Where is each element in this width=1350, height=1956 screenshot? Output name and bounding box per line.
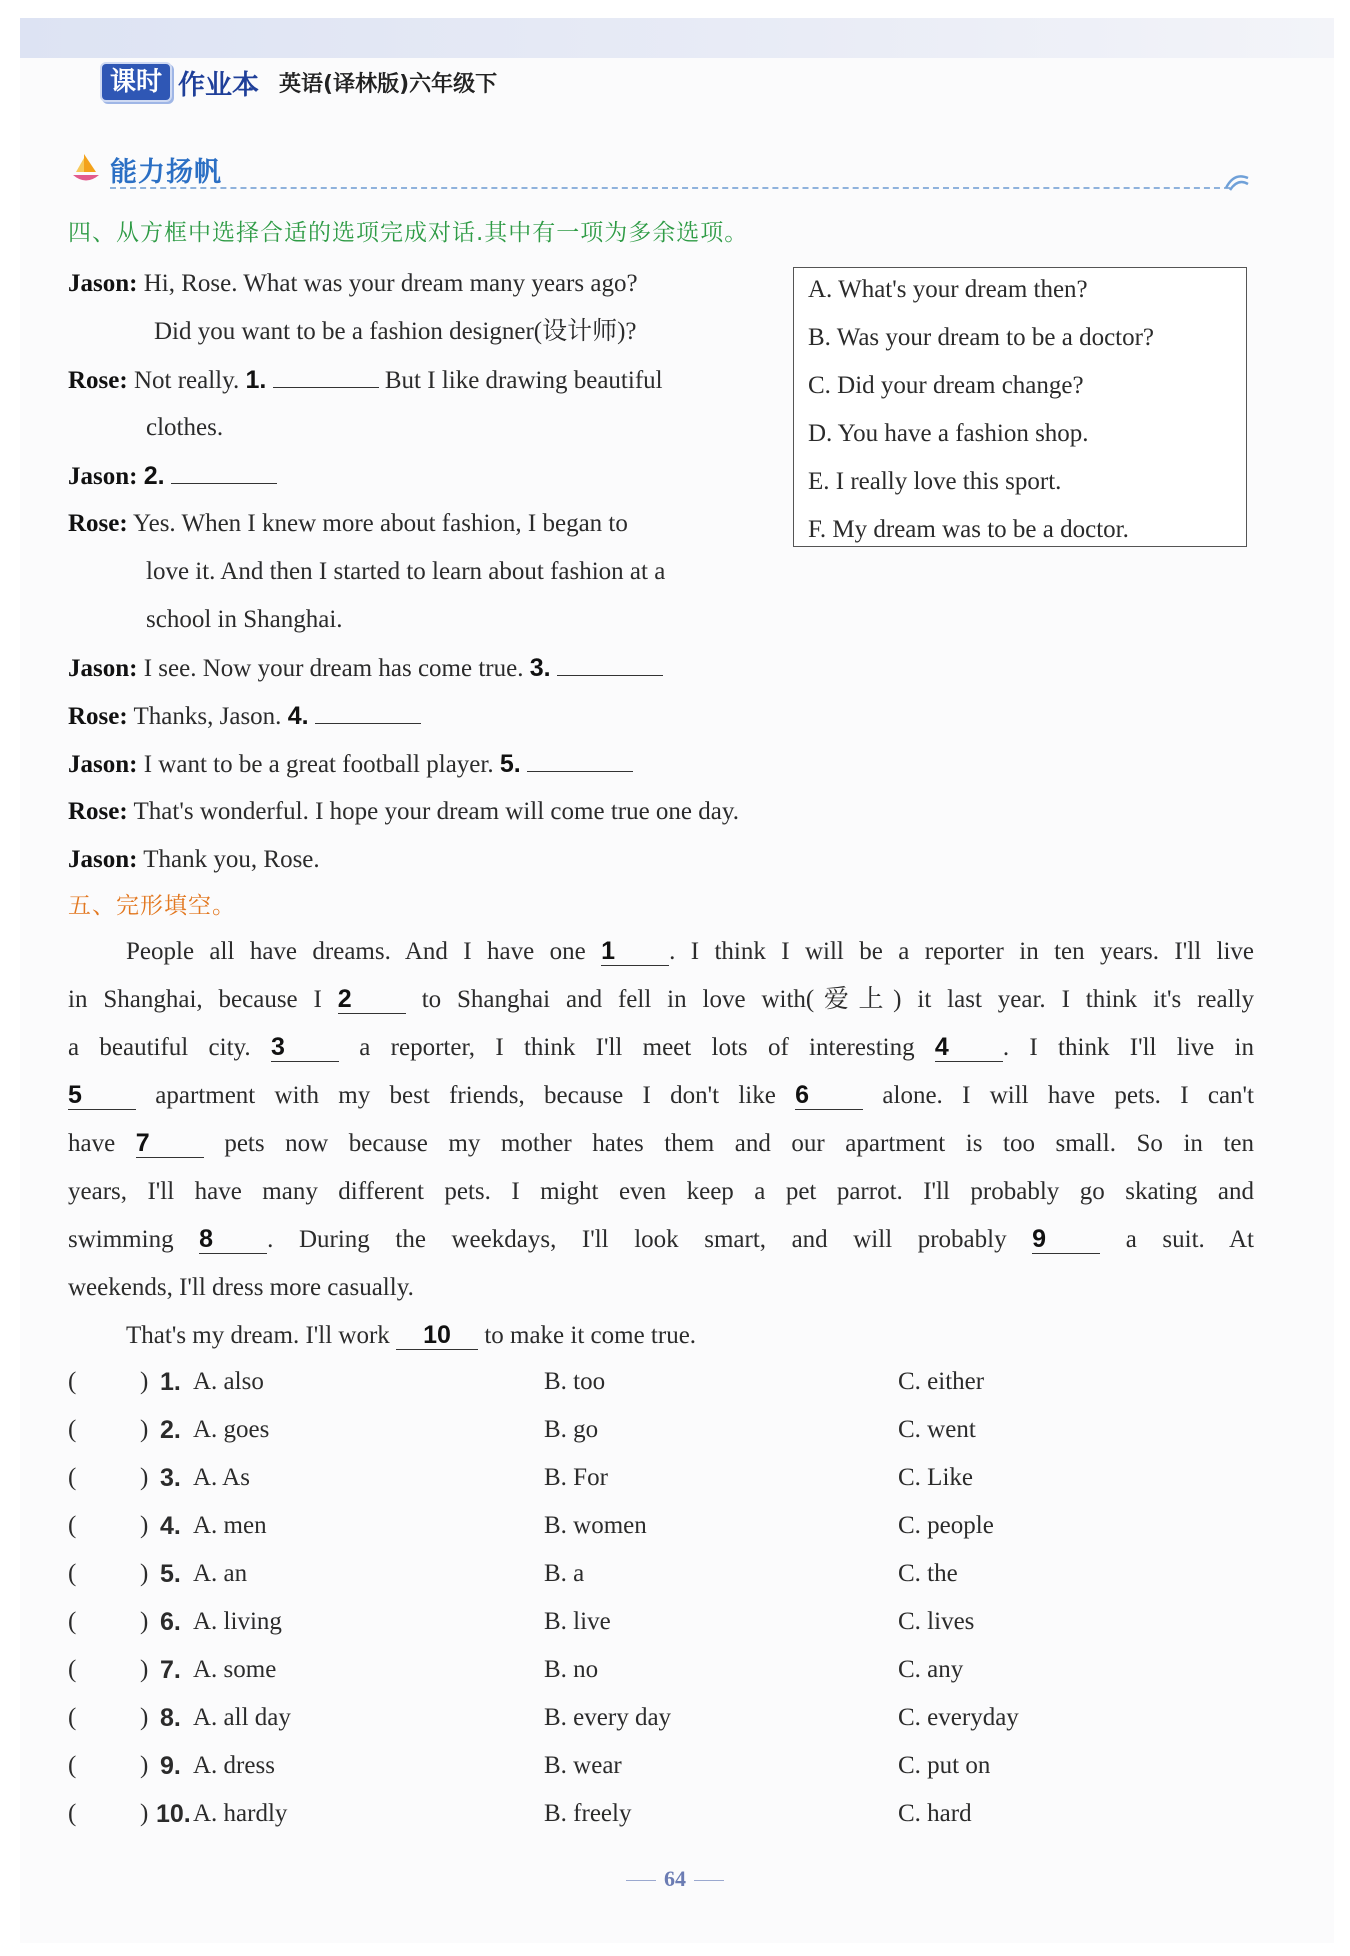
choice-b[interactable]: B. go xyxy=(544,1416,599,1443)
passage-line xyxy=(68,1024,1254,1072)
dialogue-text: Yes. When I knew more about fashion, I began to xyxy=(133,510,628,537)
choice-a[interactable]: A. some xyxy=(193,1656,277,1683)
choice-number: 4. xyxy=(160,1512,181,1540)
choice-row xyxy=(68,1454,1248,1502)
choice-c[interactable]: C. the xyxy=(898,1560,958,1587)
options-box xyxy=(793,267,1247,547)
answer-paren-open[interactable]: ( xyxy=(68,1464,77,1491)
passage-text: That's my dream. I'll work xyxy=(126,1322,390,1349)
answer-paren-open[interactable]: ( xyxy=(68,1656,77,1683)
choice-b[interactable]: B. wear xyxy=(544,1752,622,1779)
dialogue-line xyxy=(68,644,788,693)
choice-b[interactable]: B. freely xyxy=(544,1800,632,1827)
passage-line xyxy=(68,1216,1254,1264)
passage-line xyxy=(68,1072,1254,1120)
choice-a[interactable]: A. living xyxy=(193,1608,282,1635)
answer-blank-3[interactable] xyxy=(557,651,663,676)
answer-paren-open[interactable]: ( xyxy=(68,1368,77,1395)
sail-icon xyxy=(72,152,100,186)
cloze-blank-7[interactable]: 7 xyxy=(136,1129,204,1158)
cloze-blank-10[interactable]: 10 xyxy=(396,1321,478,1350)
speaker: Rose: xyxy=(68,703,128,730)
choice-row xyxy=(68,1694,1248,1742)
dialogue-text: Hi, Rose. What was your dream many years ago? xyxy=(143,270,638,297)
dialogue-text: clothes. xyxy=(146,414,224,441)
cloze-blank-8[interactable]: 8 xyxy=(199,1225,267,1254)
passage-text: pets now because my mother hates them and our apartment is too small. So in ten xyxy=(224,1130,1255,1157)
choice-row xyxy=(68,1550,1248,1598)
choice-number: 6. xyxy=(160,1608,181,1636)
dialogue-line xyxy=(68,308,874,356)
passage-text: to Shanghai and fell in love with(爱上) it last year. I think it's really xyxy=(421,986,1255,1013)
choice-c[interactable]: C. hard xyxy=(898,1800,972,1827)
wave-icon xyxy=(1224,168,1250,192)
passage-text: . I think I will be a reporter in ten years. I'll live xyxy=(669,938,1255,965)
q5-instruction: 五、完形填空。 xyxy=(68,893,236,919)
option-a: A. What's your dream then? xyxy=(808,276,1088,303)
dashed-divider xyxy=(110,187,1230,189)
passage-text: a suit. At xyxy=(1125,1226,1254,1253)
choice-a[interactable]: A. men xyxy=(193,1512,267,1539)
cloze-blank-6[interactable]: 6 xyxy=(795,1081,863,1110)
answer-paren-close: ) xyxy=(140,1368,149,1395)
cloze-blank-2[interactable]: 2 xyxy=(338,985,406,1014)
passage-text: swimming xyxy=(68,1226,174,1253)
dialogue-line xyxy=(68,596,866,644)
choice-a[interactable]: A. all day xyxy=(193,1704,291,1731)
answer-paren-open[interactable]: ( xyxy=(68,1560,77,1587)
choice-c[interactable]: C. Like xyxy=(898,1464,973,1491)
passage-text: weekends, I'll dress more casually. xyxy=(68,1274,414,1301)
page-number xyxy=(0,1866,1350,1892)
passage-text: have xyxy=(68,1130,116,1157)
blank-number: 3. xyxy=(529,654,551,682)
answer-paren-close: ) xyxy=(140,1752,149,1779)
choice-row xyxy=(68,1406,1248,1454)
speaker: Rose: xyxy=(68,798,128,825)
dialogue-text: love it. And then I started to learn about fashion at a xyxy=(146,558,666,585)
passage-line xyxy=(68,1168,1254,1216)
answer-paren-open[interactable]: ( xyxy=(68,1512,77,1539)
dialogue-text: Thank you, Rose. xyxy=(143,846,320,873)
cloze-blank-4[interactable]: 4 xyxy=(935,1033,1003,1062)
choice-a[interactable]: A. goes xyxy=(193,1416,270,1443)
choice-number: 7. xyxy=(160,1656,181,1684)
choice-c[interactable]: C. either xyxy=(898,1368,985,1395)
cloze-blank-1[interactable]: 1 xyxy=(601,937,669,966)
passage-text: . I think I'll live in xyxy=(1002,1034,1254,1061)
choice-c[interactable]: C. went xyxy=(898,1416,976,1443)
page-number-rule xyxy=(694,1880,724,1881)
blank-number: 5. xyxy=(499,750,521,778)
dialogue-line xyxy=(68,692,788,741)
dialogue-text: Not really. xyxy=(133,367,240,394)
dialogue-text: I want to be a great football player. xyxy=(143,751,494,778)
dialogue-text: That's wonderful. I hope your dream will come true one day. xyxy=(133,798,739,825)
option-e: E. I really love this sport. xyxy=(808,468,1062,495)
speaker: Jason: xyxy=(68,655,138,682)
answer-paren-close: ) xyxy=(140,1464,149,1491)
passage-text: apartment with my best friends, because I don't like xyxy=(155,1082,776,1109)
blank-number: 4. xyxy=(287,702,309,730)
choice-list xyxy=(68,1358,1248,1838)
choice-c[interactable]: C. put on xyxy=(898,1752,991,1779)
passage-text: a reporter, I think I'll meet lots of interesting xyxy=(359,1034,915,1061)
answer-paren-close: ) xyxy=(140,1512,149,1539)
dialogue-line xyxy=(68,788,1068,836)
header-band xyxy=(20,18,1334,58)
choice-b[interactable]: B. live xyxy=(544,1608,611,1635)
dialogue-line xyxy=(68,404,866,452)
answer-blank-2[interactable] xyxy=(171,459,277,484)
passage-text: People all have dreams. And I have one xyxy=(126,938,586,965)
cloze-blank-9[interactable]: 9 xyxy=(1032,1225,1100,1254)
choice-number: 5. xyxy=(160,1560,181,1588)
passage-line xyxy=(68,976,1254,1024)
book-header xyxy=(100,60,497,104)
choice-number: 3. xyxy=(160,1464,181,1492)
dialogue-line xyxy=(68,740,788,789)
cloze-blank-5[interactable]: 5 xyxy=(68,1081,136,1110)
choice-number: 10. xyxy=(156,1800,191,1828)
dialogue-line xyxy=(68,260,788,308)
speaker: Jason: xyxy=(68,270,138,297)
section-title: 能力扬帆 xyxy=(110,157,222,188)
cloze-passage xyxy=(68,928,1254,1360)
choice-a[interactable]: A. As xyxy=(193,1464,250,1491)
dialogue-text: I see. Now your dream has come true. xyxy=(143,655,524,682)
page-number-rule xyxy=(626,1880,656,1881)
dialogue-line xyxy=(68,356,788,405)
dialogue-line xyxy=(68,836,788,884)
logo-box: 课时 xyxy=(100,62,172,102)
option-d: D. You have a fashion shop. xyxy=(808,420,1089,447)
speaker: Rose: xyxy=(68,367,128,394)
option-c: C. Did your dream change? xyxy=(808,372,1084,399)
choice-a[interactable]: A. also xyxy=(193,1368,264,1395)
choice-c[interactable]: C. people xyxy=(898,1512,994,1539)
option-b: B. Was your dream to be a doctor? xyxy=(808,324,1155,351)
answer-paren-open[interactable]: ( xyxy=(68,1752,77,1779)
passage-text: alone. I will have pets. I can't xyxy=(882,1082,1254,1109)
passage-text: to make it come true. xyxy=(484,1322,697,1349)
section-header xyxy=(72,150,1252,190)
dialogue-text: Thanks, Jason. xyxy=(133,703,282,730)
choice-b[interactable]: B. no xyxy=(544,1656,599,1683)
choice-c[interactable]: C. any xyxy=(898,1656,964,1683)
passage-line xyxy=(68,1264,1254,1312)
passage-text: in Shanghai, because I xyxy=(68,986,322,1013)
dialogue-text: school in Shanghai. xyxy=(146,606,343,633)
speaker: Rose: xyxy=(68,510,128,537)
choice-b[interactable]: B. a xyxy=(544,1560,585,1587)
passage-text: years, I'll have many different pets. I might even keep a pet parrot. I'll probably go skating and xyxy=(68,1178,1254,1205)
choice-a[interactable]: A. an xyxy=(193,1560,248,1587)
passage-line xyxy=(68,928,1254,976)
speaker: Jason: xyxy=(68,463,138,490)
dialogue-line xyxy=(68,500,788,548)
answer-paren-open[interactable]: ( xyxy=(68,1704,77,1731)
passage-text: . During the weekdays, I'll look smart, and will probably xyxy=(267,1226,1007,1253)
choice-b[interactable]: B. too xyxy=(544,1368,606,1395)
answer-paren-close: ) xyxy=(140,1416,149,1443)
blank-number: 2. xyxy=(143,462,165,490)
choice-number: 8. xyxy=(160,1704,181,1732)
choice-row xyxy=(68,1358,1248,1406)
choice-number: 2. xyxy=(160,1416,181,1444)
answer-blank-5[interactable] xyxy=(527,747,633,772)
answer-paren-close: ) xyxy=(140,1800,149,1827)
q4-instruction: 四、从方框中选择合适的选项完成对话.其中有一项为多余选项。 xyxy=(68,220,749,246)
choice-a[interactable]: A. hardly xyxy=(193,1800,288,1827)
answer-paren-open[interactable]: ( xyxy=(68,1608,77,1635)
answer-paren-open[interactable]: ( xyxy=(68,1800,77,1827)
answer-paren-close: ) xyxy=(140,1608,149,1635)
answer-blank-4[interactable] xyxy=(315,699,421,724)
choice-row xyxy=(68,1790,1248,1838)
speaker: Jason: xyxy=(68,751,138,778)
choice-row xyxy=(68,1742,1248,1790)
passage-line xyxy=(68,1120,1254,1168)
dialogue-line xyxy=(68,452,788,501)
answer-paren-close: ) xyxy=(140,1560,149,1587)
choice-b[interactable]: B. every day xyxy=(544,1704,672,1731)
choice-b[interactable]: B. For xyxy=(544,1464,608,1491)
cloze-blank-3[interactable]: 3 xyxy=(271,1033,339,1062)
passage-line xyxy=(68,1312,1254,1360)
answer-paren-close: ) xyxy=(140,1704,149,1731)
answer-paren-close: ) xyxy=(140,1656,149,1683)
choice-a[interactable]: A. dress xyxy=(193,1752,275,1779)
book-subtitle: 英语(译林版)六年级下 xyxy=(279,71,498,97)
page-number-text: 64 xyxy=(664,1866,686,1891)
choice-row xyxy=(68,1646,1248,1694)
choice-c[interactable]: C. everyday xyxy=(898,1704,1019,1731)
dialogue-text: Did you want to be a fashion designer(设计师)? xyxy=(154,318,637,345)
choice-row xyxy=(68,1502,1248,1550)
option-f: F. My dream was to be a doctor. xyxy=(808,516,1129,543)
passage-text: a beautiful city. xyxy=(68,1034,251,1061)
answer-blank-1[interactable] xyxy=(273,363,379,388)
choice-b[interactable]: B. women xyxy=(544,1512,647,1539)
dialogue-line xyxy=(68,548,866,596)
blank-number: 1. xyxy=(245,366,267,394)
logo-text: 作业本 xyxy=(178,69,260,101)
choice-row xyxy=(68,1598,1248,1646)
choice-c[interactable]: C. lives xyxy=(898,1608,975,1635)
choice-number: 9. xyxy=(160,1752,181,1780)
choice-number: 1. xyxy=(160,1368,181,1396)
dialogue-text: But I like drawing beautiful xyxy=(384,367,663,394)
answer-paren-open[interactable]: ( xyxy=(68,1416,77,1443)
speaker: Jason: xyxy=(68,846,138,873)
